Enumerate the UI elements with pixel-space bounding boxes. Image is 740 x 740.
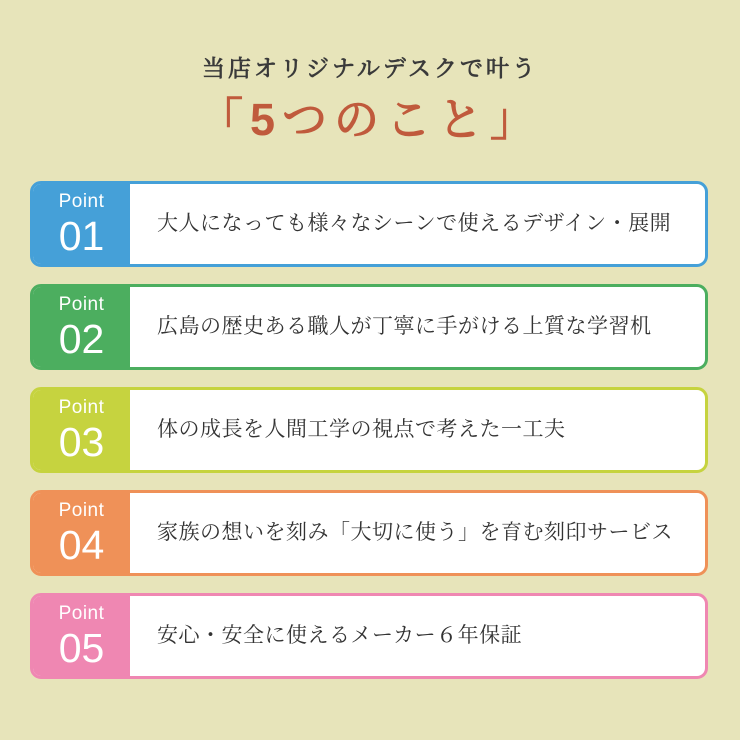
point-label-text: Point xyxy=(58,499,105,521)
point-row xyxy=(30,387,708,473)
point-number: 01 xyxy=(58,212,105,259)
point-label xyxy=(33,390,130,470)
points-list xyxy=(30,181,708,679)
point-label-text: Point xyxy=(58,396,105,418)
point-label-text: Point xyxy=(58,190,105,212)
point-label xyxy=(33,184,130,264)
point-number: 05 xyxy=(58,624,105,671)
point-number: 02 xyxy=(58,315,105,362)
point-number: 03 xyxy=(58,418,105,465)
banner-header xyxy=(0,0,740,147)
point-text: 体の成長を人間工学の視点で考えた一工夫 xyxy=(157,418,566,442)
point-label-text: Point xyxy=(58,602,105,624)
point-label xyxy=(33,493,130,573)
point-row xyxy=(30,284,708,370)
point-label-text: Point xyxy=(58,293,105,315)
point-label xyxy=(33,287,130,367)
point-row xyxy=(30,181,708,267)
point-row xyxy=(30,593,708,679)
point-text: 大人になっても様々なシーンで使えるデザイン・展開 xyxy=(157,212,672,236)
point-row xyxy=(30,490,708,576)
banner-subtitle: 当店オリジナルデスクで叶う xyxy=(202,55,538,81)
point-number: 04 xyxy=(58,521,105,568)
point-text: 安心・安全に使えるメーカー６年保証 xyxy=(157,624,523,648)
point-text: 家族の想いを刻み「大切に使う」を育む刻印サービス xyxy=(157,521,673,545)
page-title: 「5つのこと」 xyxy=(197,94,543,146)
point-label xyxy=(33,596,130,676)
point-text: 広島の歴史ある職人が丁寧に手がける上質な学習机 xyxy=(157,315,652,339)
